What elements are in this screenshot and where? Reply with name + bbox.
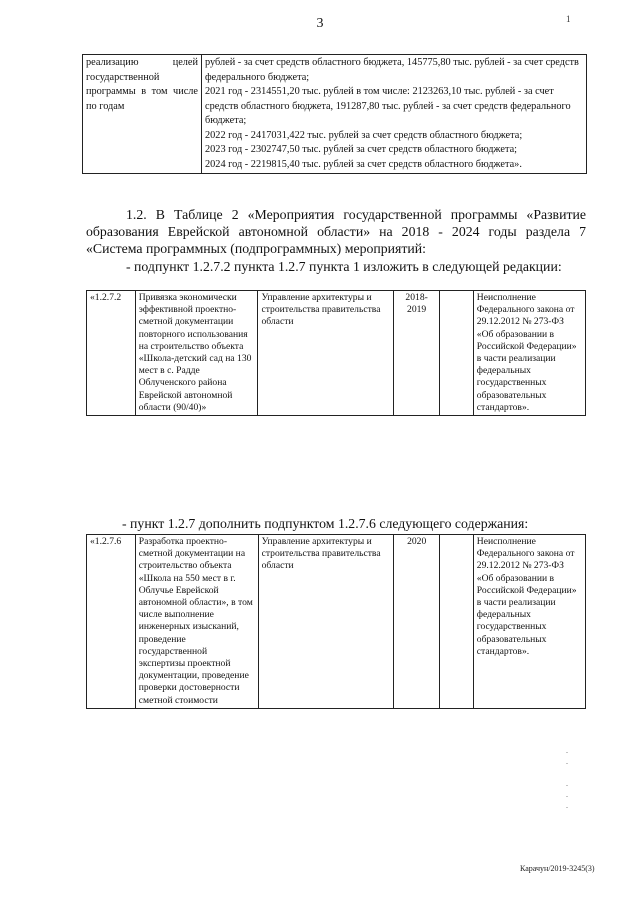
measure-empty-cell xyxy=(440,535,473,709)
scan-artifact-dots: . . . . . xyxy=(566,746,568,810)
document-footer-code: Карачун/2019-3245(3) xyxy=(520,864,595,873)
measure-name: Привязка экономически эффективной проектно-сметной документации повторного использования на строительство объекта «Школа-детский сад на 130 мест в с. Радде Облученского района Еврейской автономной области (90/40)» xyxy=(135,291,258,416)
measure-consequence: Неисполнение Федерального закона от 29.12.2012 № 273-ФЗ «Об образовании в Российской Федерации» в части реализации федеральных государственных образовательных стандартов». xyxy=(473,291,585,416)
funding-table xyxy=(82,54,587,174)
funding-label: реализацию целей государственной программы в том числе по годам xyxy=(83,55,202,174)
paragraph-amend-1-2-7-2: - подпункт 1.2.7.2 пункта 1.2.7 пункта 1 изложить в следующей редакции: xyxy=(126,259,562,274)
corner-mark: 1 xyxy=(566,14,571,24)
measure-code: «1.2.7.6 xyxy=(87,535,136,709)
measure-executor: Управление архитектуры и строительства правительства области xyxy=(258,535,393,709)
measure-empty-cell xyxy=(440,291,473,416)
funding-line: рублей - за счет средств областного бюджета, 145775,80 тыс. рублей - за счет средств федерального бюджета; xyxy=(205,57,579,83)
paragraph-table2-intro: 1.2. В Таблице 2 «Мероприятия государственной программы «Развитие образования Еврейской автономной области» на 2018 - 2024 годы раздела 7 «Система программных (подпрограммных) мероприятий: xyxy=(86,207,586,257)
measure-consequence: Неисполнение Федерального закона от 29.12.2012 № 273-ФЗ «Об образовании в Российской Федерации» в части реализации федеральных государственных образовательных стандартов». xyxy=(473,535,585,709)
page-number: 3 xyxy=(316,16,324,31)
funding-details xyxy=(202,55,587,174)
table-row xyxy=(87,291,586,416)
funding-line: 2023 год - 2302747,50 тыс. рублей за счет средств областного бюджета; xyxy=(205,144,518,155)
funding-line: 2022 год - 2417031,422 тыс. рублей за счет средств областного бюджета; xyxy=(205,129,523,141)
funding-line: 2024 год - 2219815,40 тыс. рублей за счет средств областного бюджета». xyxy=(205,158,522,170)
measure-code: «1.2.7.2 xyxy=(87,291,136,416)
measure-years: 2018-2019 xyxy=(393,291,440,416)
measure-years: 2020 xyxy=(393,535,440,709)
measure-row-table-2 xyxy=(86,534,586,709)
measure-row-table-1 xyxy=(86,290,586,416)
table-row xyxy=(87,535,586,709)
measure-name: Разработка проектно-сметной документации на строительство объекта «Школа на 550 мест в г. Облучье Еврейской автономной области», в том числе выполнение инженерных изысканий, проведение государственной экспертизы проектной документации, проведение проверки достоверности сметной стоимости xyxy=(135,535,258,709)
paragraph-add-1-2-7-6: - пункт 1.2.7 дополнить подпунктом 1.2.7.6 следующего содержания: xyxy=(122,516,529,531)
measure-executor: Управление архитектуры и строительства правительства области xyxy=(258,291,393,416)
funding-line: 2021 год - 2314551,20 тыс. рублей в том числе: 2123263,10 тыс. рублей - за счет средств областного бюджета, 191287,80 тыс. рублей - за счет средств федерального бюджета; xyxy=(205,86,571,126)
